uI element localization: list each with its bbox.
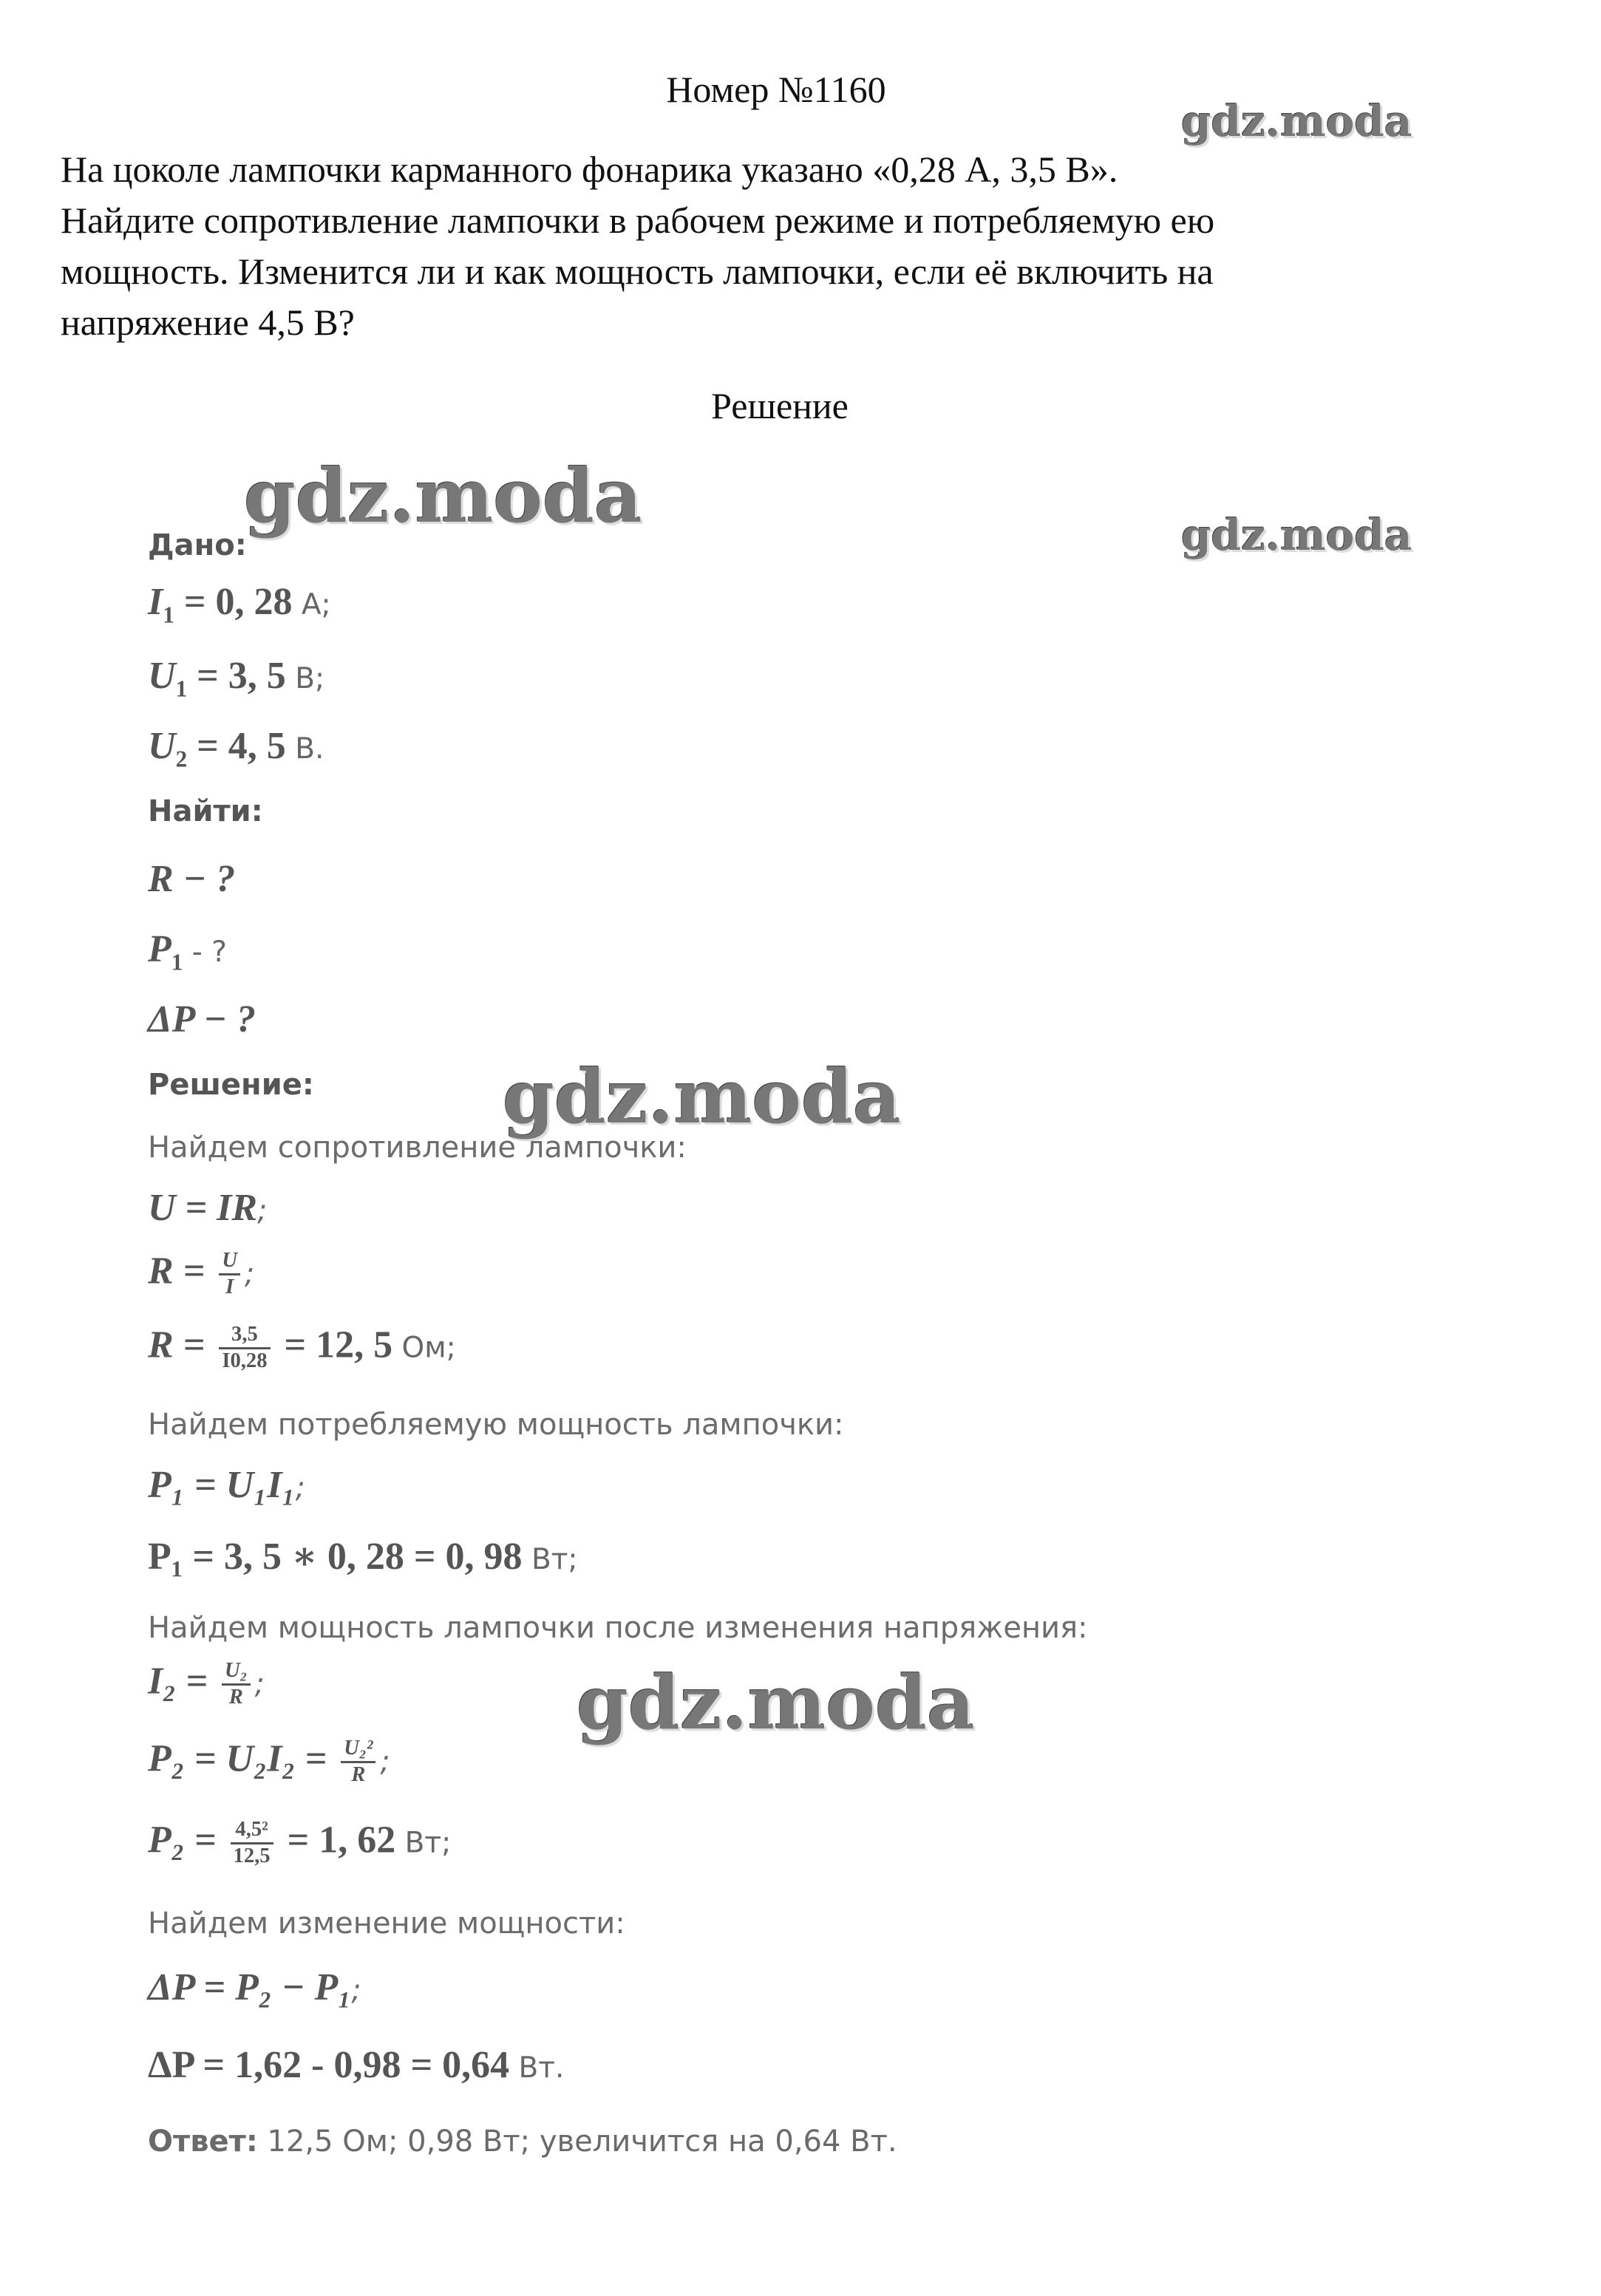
subscript: 1 xyxy=(171,949,183,975)
solution-title: Решение xyxy=(711,385,849,426)
equation-power-formula xyxy=(148,1463,305,1507)
fraction xyxy=(222,1659,251,1710)
equation-power-value xyxy=(148,1533,578,1578)
watermark-logo: gdz.moda xyxy=(503,1053,901,1140)
var: U xyxy=(148,725,176,767)
denominator: I xyxy=(225,1275,234,1298)
semicolon: ; xyxy=(244,1257,255,1291)
unit: А; xyxy=(292,588,331,621)
var: U xyxy=(148,655,176,697)
answer xyxy=(148,2125,897,2159)
watermark-logo: gdz.moda xyxy=(1181,96,1413,146)
answer-label: Ответ: xyxy=(148,2125,258,2159)
find-heading: Найти: xyxy=(148,794,263,828)
equation-text: ΔP = 1,62 - 0,98 = 0,64 xyxy=(148,2044,510,2086)
semicolon: ; xyxy=(351,1974,361,2007)
denominator: R xyxy=(228,1685,243,1709)
equation-power-change-value xyxy=(148,2043,564,2087)
unit: Вт; xyxy=(395,1826,452,1860)
step-new-power-label: Найдем мощность лампочки после изменения напряжения: xyxy=(148,1611,1088,1645)
watermark-logo: gdz.moda xyxy=(244,452,642,539)
step-resistance-label: Найдем сопротивление лампочки: xyxy=(148,1131,687,1165)
subscript: 1 xyxy=(175,675,188,702)
problem-line: На цоколе лампочки карманного фонарика указано «0,28 А, 3,5 В». xyxy=(61,149,1118,190)
problem-line: напряжение 4,5 В? xyxy=(61,302,355,343)
equation-resistance-formula xyxy=(148,1249,254,1300)
equation-power-change-formula xyxy=(148,1966,361,2009)
lhs: P₂ = U₂I₂ = xyxy=(148,1737,337,1780)
find-power-1 xyxy=(148,927,227,975)
semicolon: ; xyxy=(257,1194,268,1227)
problem-line: Найдите сопротивление лампочки в рабочем режиме и потребляемую ею xyxy=(61,200,1215,241)
semicolon: ; xyxy=(295,1471,305,1505)
problem-line: мощность. Изменится ли и как мощность лампочки, если её включить на xyxy=(61,251,1214,292)
watermark-logo: gdz.moda xyxy=(1181,510,1413,560)
equation-ohms-law xyxy=(148,1186,267,1230)
unit: В; xyxy=(285,662,325,695)
var: I xyxy=(148,581,163,623)
lhs: R = xyxy=(148,1250,215,1292)
step-power-change-label: Найдем изменение мощности: xyxy=(148,1907,625,1941)
value: = 0, 28 xyxy=(174,581,293,623)
fraction xyxy=(219,1323,270,1374)
equation-text: U = IR xyxy=(148,1187,258,1229)
numerator: 4,5² xyxy=(231,1818,273,1844)
value: = 4, 5 xyxy=(187,725,286,767)
equation-resistance-value xyxy=(148,1323,456,1374)
value: = 3, 5 xyxy=(187,655,286,697)
fraction xyxy=(231,1818,273,1869)
unit: Вт. xyxy=(509,2051,565,2085)
equation-power-2-value xyxy=(148,1818,451,1869)
page-title: Номер №1160 xyxy=(666,69,886,110)
find-mark: - ? xyxy=(183,936,227,969)
lhs: P₂ = xyxy=(148,1819,226,1861)
answer-text: 12,5 Ом; 0,98 Вт; увеличится на 0,64 Вт. xyxy=(257,2125,897,2159)
numerator: U xyxy=(219,1249,240,1275)
numerator: 3,5 xyxy=(219,1323,270,1349)
unit: Вт; xyxy=(522,1543,578,1576)
given-current-1 xyxy=(148,580,331,628)
equation-power-2-formula xyxy=(148,1737,390,1788)
subscript: 1 xyxy=(163,602,174,628)
numerator: U₂² xyxy=(341,1737,375,1763)
find-resistance: R − ? xyxy=(148,858,236,900)
equation-text: P₁ = 3, 5 ∗ 0, 28 = 0, 98 xyxy=(148,1536,523,1578)
watermark-logo: gdz.moda xyxy=(577,1659,975,1746)
find-power-change: ΔP − ? xyxy=(148,998,256,1040)
solution-heading: Решение: xyxy=(148,1068,314,1102)
unit: В. xyxy=(285,732,324,766)
given-heading: Дано: xyxy=(148,528,247,562)
var: P xyxy=(148,928,171,970)
semicolon: ; xyxy=(380,1745,390,1779)
step-power-label: Найдем потребляемую мощность лампочки: xyxy=(148,1408,844,1442)
fraction xyxy=(341,1737,375,1788)
unit: Ом; xyxy=(392,1331,456,1365)
denominator: 12,5 xyxy=(233,1844,271,1867)
semicolon: ; xyxy=(254,1667,265,1701)
denominator: I0,28 xyxy=(222,1349,268,1372)
fraction xyxy=(219,1249,240,1300)
given-voltage-2 xyxy=(148,724,324,772)
equation-current-2 xyxy=(148,1659,265,1710)
rhs: = 12, 5 xyxy=(274,1324,393,1366)
given-voltage-1 xyxy=(148,654,324,702)
lhs: I₂ = xyxy=(148,1660,217,1703)
equation-text: ΔP = P₂ − P₁ xyxy=(148,1966,352,2009)
rhs: = 1, 62 xyxy=(277,1819,396,1861)
equation-text: P₁ = U₁I₁ xyxy=(148,1464,296,1506)
lhs: R = xyxy=(148,1324,215,1366)
numerator: U₂ xyxy=(222,1659,251,1686)
denominator: R xyxy=(351,1762,366,1786)
subscript: 2 xyxy=(175,746,188,772)
problem-statement xyxy=(61,144,1214,348)
